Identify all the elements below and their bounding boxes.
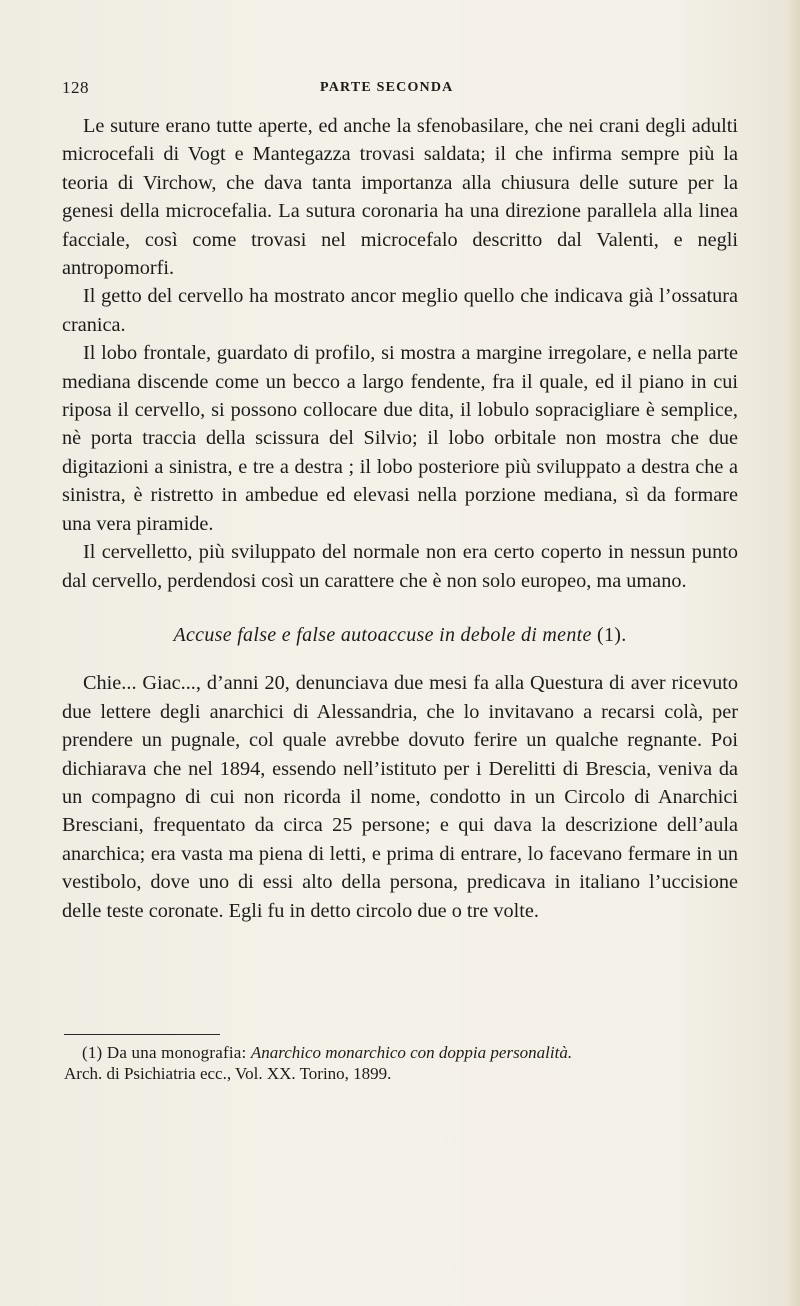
paragraph-cerebellum: Il cervelletto, più sviluppato del normale non era certo coperto in nessun punto dal cervello, perdendosi così un carattere che è non solo europeo, ma umano. bbox=[62, 541, 738, 592]
footnote-title: Anarchico monarchico con doppia personalità. bbox=[250, 1043, 573, 1062]
section-heading-text: Accuse false e false autoaccuse in debole di mente bbox=[173, 623, 592, 646]
footnote-reference: (1). bbox=[596, 623, 627, 646]
main-text bbox=[62, 112, 738, 925]
page-edge-shadow bbox=[786, 0, 800, 1306]
page-header bbox=[0, 78, 800, 102]
page-number: 128 bbox=[62, 78, 89, 97]
section-heading bbox=[62, 621, 738, 649]
paragraph-sutures: Le suture erano tutte aperte, ed anche la sfenobasilare, che nei crani degli adulti microcefali di Vogt e Mantegazza trovasi saldata; il che infirma sempre più la teoria di Virchow, che dava tanta importanza alla chiusura delle suture per la genesi della microcefalia. La sutura coronaria ha una direzione parallela alla linea facciale, così come trovasi nel microcefalo descritto dal Valenti, e negli antropomorfi. bbox=[62, 115, 738, 280]
paragraph-frontal-lobe: Il lobo frontale, guardato di profilo, si mostra a margine irregolare, e nella parte mediana discende come un becco a largo fendente, fra il quale, ed il piano in cui riposa il cervello, si possono collocare due dita, il lobulo sopracigliare è semplice, nè porta traccia della scissura del Silvio; il lobo orbitale non mostra che due digitazioni a sinistra, e tre a destra ; il lobo posteriore più sviluppato a destra che a sinistra, è ristretto in ambedue ed elevasi nella porzione mediana, sì da formare una vera piramide. bbox=[62, 342, 738, 535]
footnote-prefix: (1) Da una monografia: bbox=[82, 1043, 251, 1062]
running-head: PARTE SECONDA bbox=[320, 80, 454, 95]
footnote-line-1 bbox=[64, 1042, 740, 1063]
paragraph-brain-cast: Il getto del cervello ha mostrato ancor meglio quello che indicava già l’ossatura cranica. bbox=[62, 285, 738, 336]
footnote-divider bbox=[64, 1034, 220, 1035]
paragraph-case-report: Chie... Giac..., d’anni 20, denunciava due mesi fa alla Questura di aver ricevuto due lettere degli anarchici di Alessandria, che lo invitavano a recarsi colà, per prendere un pugnale, col quale avrebbe dovuto ferire un qualche regnante. Poi dichiarava che nel 1894, essendo nell’istituto per i Derelitti di Brescia, veniva da un compagno di cui non ricorda il nome, condotto in un Circolo di Anarchici Bresciani, frequentato da circa 25 persone; e qui dava la descrizione dell’aula anarchica; era vasta ma piena di letti, e prima di entrare, lo facevano fermare in un vestibolo, dove uno di essi alto della persona, predicava in italiano l’uccisione delle teste coronate. Egli fu in detto circolo due o tre volte. bbox=[62, 672, 738, 922]
footnote bbox=[64, 1042, 740, 1084]
footnote-line-2: Arch. di Psichiatria ecc., Vol. XX. Torino, 1899. bbox=[64, 1064, 392, 1083]
